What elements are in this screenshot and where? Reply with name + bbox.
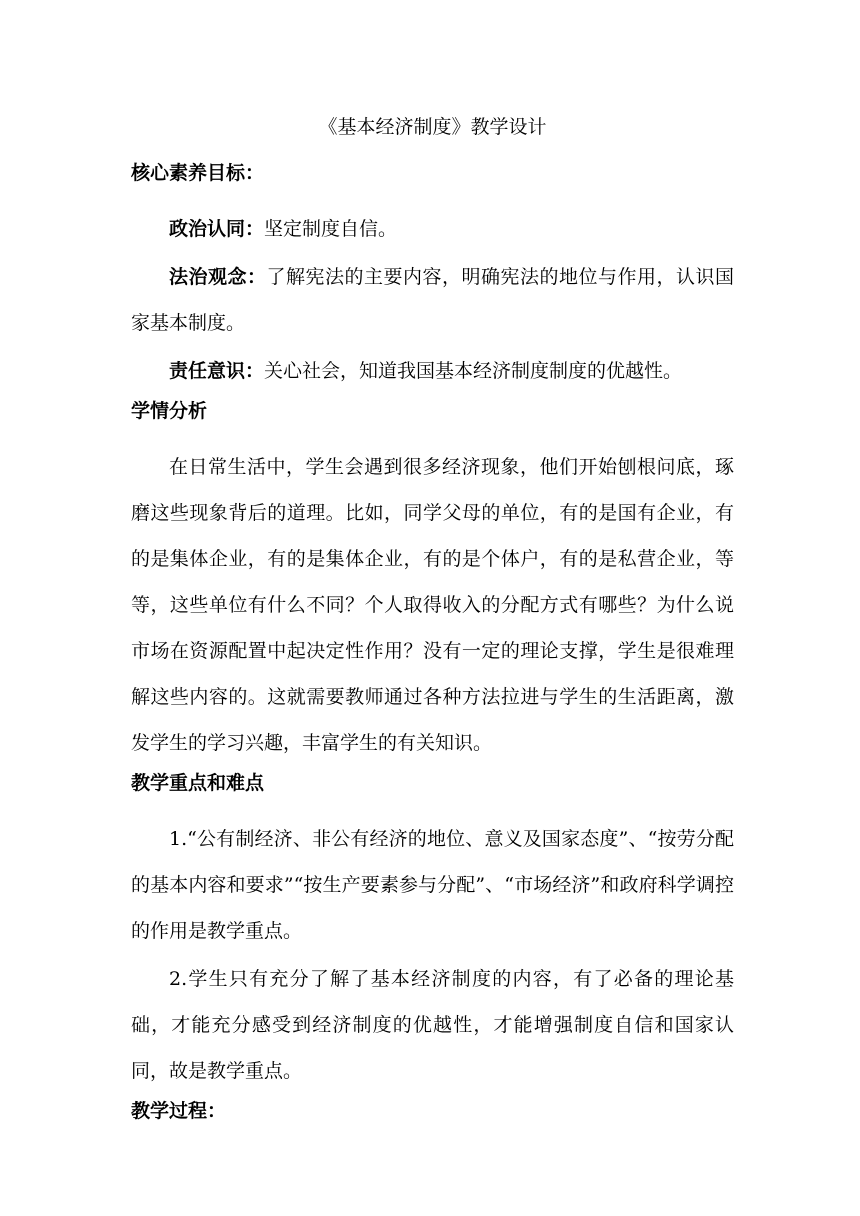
goal-label: 责任意识： — [169, 360, 265, 382]
keypoint-item: 2.学生只有充分了解了基本经济制度的内容，有了必备的理论基础，才能充分感受到经济制度的优越性，才能增强制度自信和国家认同，故是教学重点。 — [131, 968, 734, 1082]
keypoint-item: 1.“公有制经济、非公有经济的地位、意义及国家态度”、“按劳分配的基本内容和要求”“按生产要素参与分配”、“市场经济”和政府科学调控的作用是教学重点。 — [131, 828, 734, 942]
goals-heading: 核心素养目标： — [131, 162, 265, 184]
goal-text: 了解宪法的主要内容，明确宪法的地位与作用，认识国家基本制度。 — [131, 266, 734, 334]
goal-political-identity — [131, 206, 734, 252]
document-body — [131, 112, 734, 1144]
goal-text: 坚定制度自信。 — [264, 218, 398, 240]
analysis-heading: 学情分析 — [131, 400, 208, 422]
document-title: 《基本经济制度》教学设计 — [318, 116, 547, 138]
goal-text: 关心社会，知道我国基本经济制度制度的优越性。 — [264, 360, 683, 382]
keypoints-heading: 教学重点和难点 — [131, 772, 265, 794]
goal-responsibility — [131, 348, 734, 394]
process-heading: 教学过程： — [131, 1100, 227, 1122]
goal-label: 政治认同： — [169, 218, 265, 240]
analysis-paragraph: 在日常生活中，学生会遇到很多经济现象，他们开始刨根问底，琢磨这些现象背后的道理。比如，同学父母的单位，有的是国有企业，有的是集体企业，有的是集体企业，有的是个体户，有的是私营企业，等等，这些单位有什么不同？个人取得收入的分配方式有哪些？为什么说市场在资源配置中起决定性作用？没有一定的理论支撑，学生是很难理解这些内容的。这就需要教师通过各种方法拉进与学生的生活距离，激发学生的学习兴趣，丰富学生的有关知识。 — [131, 456, 734, 754]
goal-rule-of-law — [131, 254, 734, 346]
goal-label: 法治观念： — [169, 266, 267, 288]
